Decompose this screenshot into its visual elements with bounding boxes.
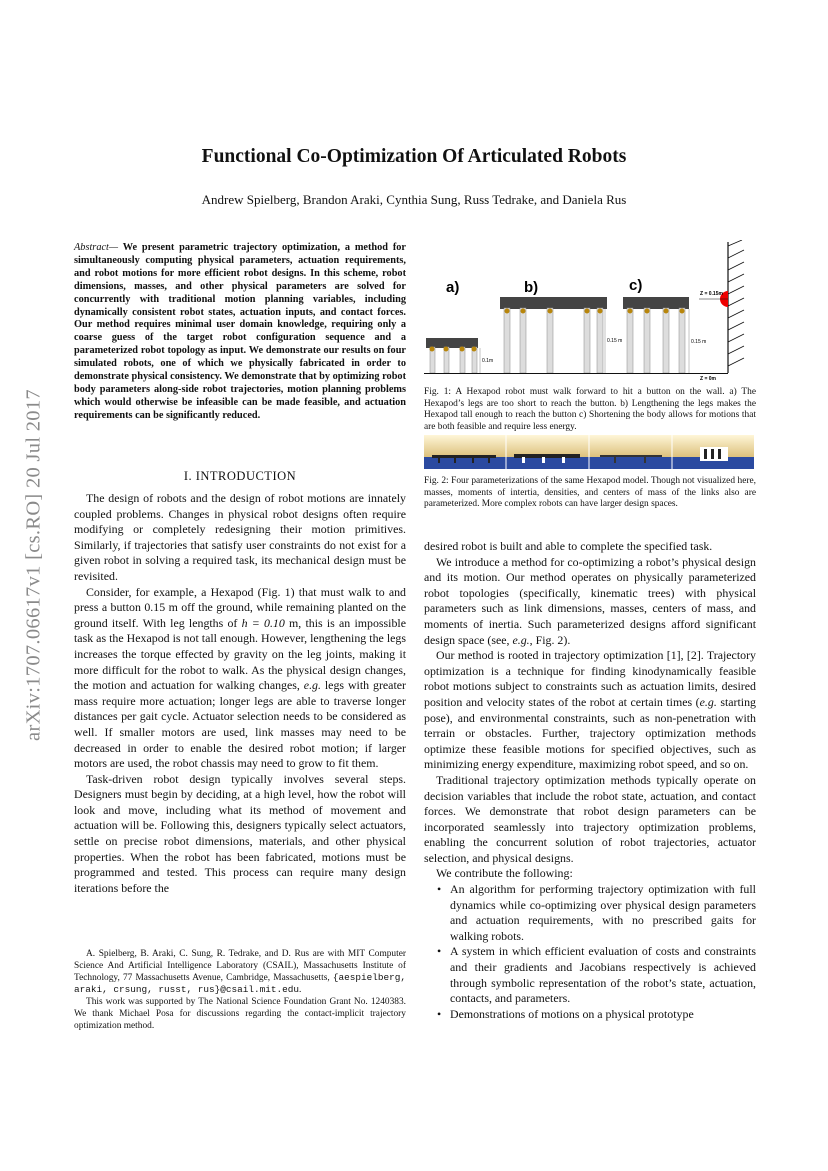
intro-left-column	[74, 491, 406, 896]
contribution-item: • An algorithm for performing trajectory optimization with full dynamics while co-optimizing over physical design parameters and actuation requirements, with no prescribed gaits for walking robots.	[450, 882, 756, 944]
intro-right-column	[424, 539, 756, 1022]
footnote-affiliation: A. Spielberg, B. Araki, C. Sung, R. Tedrake, and D. Rus are with MIT Computer Science And Artificial Intelligence Laboratory (CSAIL), Massachusetts Institute of Technology, 77 Massachusetts Avenue, Cambridge, Massachusetts, {aespielberg, araki, crsung, russt, rus}@csail.mit.edu.	[74, 949, 406, 995]
footnote-funding: This work was supported by The National Science Foundation Grant No. 1240383. We thank Michael Posa for discussions regarding the contact-implicit trajectory optimization method.	[74, 997, 406, 1031]
section-heading: I. INTRODUCTION	[183, 469, 297, 483]
figure-1-label-a: a)	[446, 279, 460, 296]
figure-1-annot-b-height: 0.15 m	[607, 338, 623, 344]
figure-1-caption: Fig. 1: A Hexapod robot must walk forward to hit a button on the wall. a) The Hexapod’s legs are too short to reach the button. b) Lengthening the legs makes the Hexapod tall enough to reach the button c) Shortening the body allows for motions that are both feasible and require less energy.	[424, 387, 756, 433]
author-list: Andrew Spielberg, Brandon Araki, Cynthia Sung, Russ Tedrake, and Daniela Rus	[201, 192, 627, 207]
figure-1-annot-button-height: Z = 0.15m	[700, 291, 723, 297]
figure-1-hexapod-diagram	[424, 240, 756, 380]
figure-1-annot-a-height: 0.1m	[482, 358, 494, 364]
figure-2-parameterizations	[424, 435, 754, 469]
abstract-text: We present parametric trajectory optimization, a method for simultaneously computing physical parameters, actuation requirements, and robot motions for more efficient robot designs. In this scheme, robot dimensions, masses, and other physical parameters are solved for concurrently with traditional motion planning variables, including dynamically consistent robot states, actuation inputs, and contact forces. Our method requires minimal user domain knowledge, requiring only a coarse guess of the target robot configuration sequence and a parameterized robot topology as input. We demonstrate our results on four simulated robots, one of which we physically fabricated in order to demonstrate physical consistency. We demonstrate that by optimizing robot body parameters along-side robot trajectories, motion planning problems which would otherwise be infeasible can be made feasible, and actuation requirements can be significantly reduced.	[74, 242, 406, 421]
right-paragraph-0: desired robot is built and able to complete the specified task.	[424, 539, 713, 553]
footnote-emails: {aespielberg, araki, crsung, russt, rus}@csail.mit.edu	[74, 972, 406, 995]
paper-title: Functional Co-Optimization Of Articulated Robots	[201, 146, 627, 167]
figure-1-label-b: b)	[524, 279, 539, 296]
figure-1-annot-ground: Z = 0m	[700, 376, 716, 380]
figure-2-caption: Fig. 2: Four parameterizations of the same Hexapod model. Though not visualized here, masses, moments of intertia, densities, and centers of mass of the links also are parameterized. More complex robots can have larger design spaces.	[424, 476, 756, 510]
arxiv-stamp: arXiv:1707.06617v1 [cs.RO] 20 Jul 2017	[22, 389, 45, 741]
intro-paragraph-1: The design of robots and the design of robot motions are innately coupled problems. Changes in physical robot designs often require modifying or completely redesigning their motion primitives. Similarly, if trajectories that satisfy user constraints do not exist for a given robot in solving a required task, its mechanical design must be revisited.	[74, 491, 406, 583]
right-paragraph-3: Traditional trajectory optimization methods typically operate on decision variables that include the robot state, actuation, and contact forces. We demonstrate that robot design parameters can be incorporated seamlessly into trajectory optimization problems, enabling the concurrent solution of robot trajectories, actuator selection, and physical designs.	[424, 772, 756, 865]
abstract-label: Abstract—	[74, 242, 119, 253]
figure-1-label-c: c)	[629, 277, 643, 294]
abstract	[74, 242, 406, 423]
right-paragraph-1: We introduce a method for co-optimizing a robot’s physical design and its motion. Our method operates on physically parameterized robot topologies (specifically, kinematic trees) with physical parameters such as link dimensions, masses, centers of mass, and moments of inertia. Such parameterized designs afford significant design space (see, e.g., Fig. 2).	[424, 554, 756, 647]
right-paragraph-4: We contribute the following:	[436, 866, 573, 881]
intro-paragraph-2: Consider, for example, a Hexapod (Fig. 1) that must walk to and press a button 0.15 m off the ground, while remaining planted on the ground itself. With leg lengths of h = 0.10 m, this is an impossible task as the Hexapod is not tall enough. However, lengthening the legs increases the torque effected by gravity on the leg joints, making it more difficult for the robot to walk. As the physical design changes, the motion and actuation for walking changes, e.g. legs with greater mass require more actuation; longer legs are able to traverse longer distances per gait cycle. Actuator selection needs to be considered as well. If smaller motors are used, link masses may need to be decreased in order to enable the desired robot motion; if larger motors are used, the robot chassis may need to grow to fit them.	[74, 584, 406, 771]
figure-1-annot-c-height: 0.15 m	[691, 339, 707, 345]
intro-paragraph-3: Task-driven robot design typically involves several steps. Designers must begin by deciding, at a high level, how the robot will look and move, including what its method of movement and actuation will be. Following this, designers typically select actuators, settle on precise robot dimensions, materials, and other physical properties. When the robot has been fabricated, motions must be programmed and tested. This process can require many design iterations before the	[74, 771, 406, 895]
footnote	[74, 948, 406, 1032]
contribution-item: • A system in which efficient evaluation of costs and constraints and their gradients and Jacobians respectively is achieved through symbolic representation of the robot’s state, actuation, contacts, and parameters.	[450, 944, 756, 1006]
contribution-list	[424, 882, 756, 1022]
contribution-item: • Demonstrations of motions on a physical prototype	[450, 1007, 756, 1023]
right-paragraph-2: Our method is rooted in trajectory optimization [1], [2]. Trajectory optimization is a technique for finding kinodynamically feasible robot motions subject to constraints such as actuation limits, desired position and velocity states of the robot at certain times (e.g. starting pose), and environmental constraints, such as non-penetration with terrain or obstacles. Further, trajectory optimization methods optimize these feasible motions for specified objectives, such as minimizing energy expenditure, maximizing robot speed, and so on.	[424, 648, 756, 772]
